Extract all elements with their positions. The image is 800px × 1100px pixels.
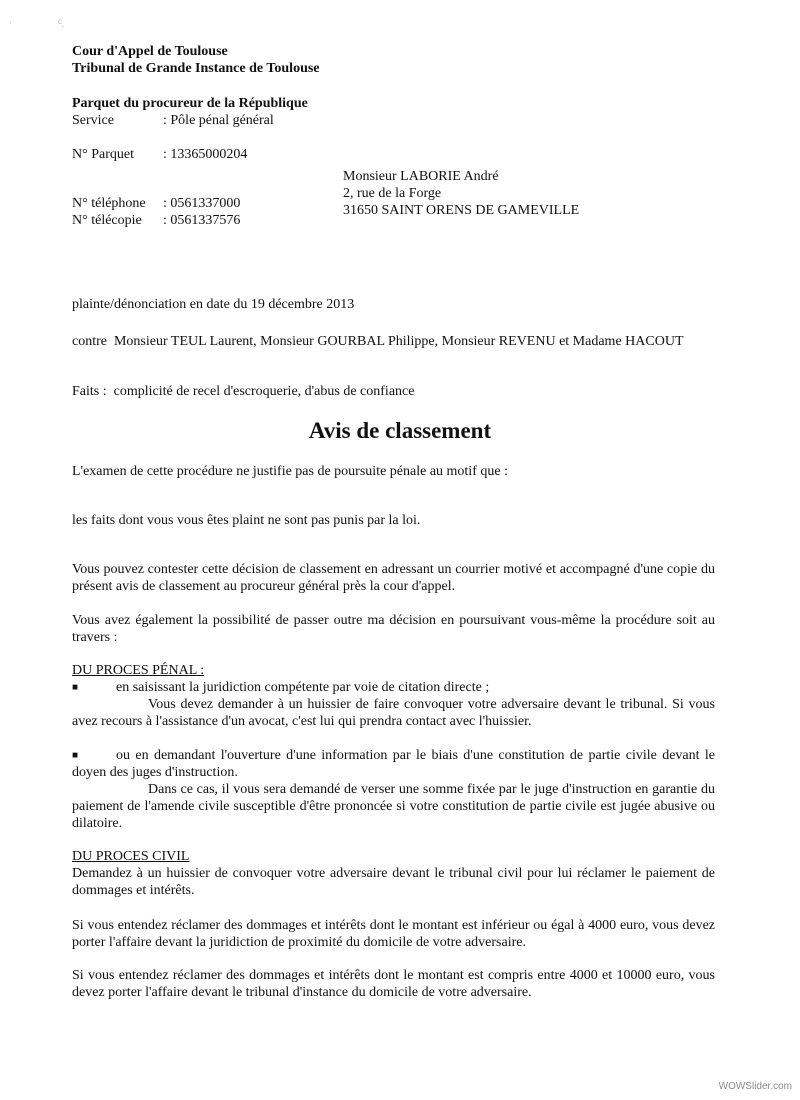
penal-bullet-1-detail: Vous devez demander à un huissier de faire convoquer votre adversaire devant le tribunal. Si vous avez recours à l'assistance d'un avocat, c'est lui qui prendra contact avec l'huissier. xyxy=(72,697,715,729)
service-value: : Pôle pénal général xyxy=(163,113,274,128)
recipient-street: 2, rue de la Forge xyxy=(343,186,442,201)
court-line-1: Cour d'Appel de Toulouse xyxy=(72,44,228,59)
body-paragraph-3: Vous pouvez contester cette décision de classement en adressant un courrier motivé et accompagné d'une copie du présent avis de classement au procureur général près la cour d'appel. xyxy=(72,562,715,594)
scan-speck: ' xyxy=(10,20,12,30)
recipient-name: Monsieur LABORIE André xyxy=(343,169,499,184)
penal-section-heading: DU PROCES PÉNAL : xyxy=(72,663,205,678)
watermark: WOWSlider.com xyxy=(718,1081,792,1092)
court-line-2: Tribunal de Grande Instance de Toulouse xyxy=(72,61,320,76)
penal-bullet-2-detail: Dans ce cas, il vous sera demandé de verser une somme fixée par le juge d'instruction en garantie du paiement de l'amende civile susceptible d'être prononcée si votre constitution de partie civile est jugée abusive ou dilatoire. xyxy=(72,782,715,831)
scan-speck: ' xyxy=(62,24,64,34)
parquet-number-value: : 13365000204 xyxy=(163,147,248,162)
parquet-block xyxy=(72,95,308,129)
recipient-address xyxy=(343,168,579,219)
court-header xyxy=(72,43,320,77)
fax-label: N° télécopie xyxy=(72,213,142,228)
penal-bullet-1-text: en saisissant la juridiction compétente par voie de citation directe ; xyxy=(116,680,490,695)
complaint-date: plainte/dénonciation en date du 19 décembre 2013 xyxy=(72,297,355,312)
bullet-icon: ■ xyxy=(72,750,79,761)
body-paragraph-1: L'examen de cette procédure ne justifie pas de poursuite pénale au motif que : xyxy=(72,464,508,479)
civil-section-heading: DU PROCES CIVIL xyxy=(72,849,190,864)
bullet-icon: ■ xyxy=(72,682,79,693)
service-label: Service xyxy=(72,113,114,128)
body-paragraph-4: Vous avez également la possibilité de passer outre ma décision en poursuivant vous-même la procédure soit au travers : xyxy=(72,613,715,645)
fax-value: : 0561337576 xyxy=(163,213,241,228)
document-title: Avis de classement xyxy=(308,418,492,443)
scan-speck: c xyxy=(58,16,62,26)
contact-block xyxy=(72,195,240,229)
fax-row xyxy=(72,212,240,229)
civil-paragraph-3: Si vous entendez réclamer des dommages et intérêts dont le montant est compris entre 4000 et 10000 euro, vous devez porter l'affaire devant le tribunal d'instance du domicile de votre adversaire. xyxy=(72,968,715,1000)
civil-paragraph-1: Demandez à un huissier de convoquer votre adversaire devant le tribunal civil pour lui réclamer le paiement de dommages et intérêts. xyxy=(72,866,715,898)
case-against: contre Monsieur TEUL Laurent, Monsieur GOURBAL Philippe, Monsieur REVENU et Madame HACOUT xyxy=(72,334,684,349)
telephone-row xyxy=(72,195,240,212)
body-paragraph-2: les faits dont vous vous êtes plaint ne sont pas punis par la loi. xyxy=(72,513,421,528)
penal-bullet-2-text: ou en demandant l'ouverture d'une information par le biais d'une constitution de partie civile devant le doyen des juges d'instruction. xyxy=(72,748,715,780)
recipient-city: 31650 SAINT ORENS DE GAMEVILLE xyxy=(343,203,580,218)
civil-paragraph-2: Si vous entendez réclamer des dommages et intérêts dont le montant est inférieur ou égal à 4000 euro, vous devez porter l'affaire devant la juridiction de proximité du domicile de votre adversaire. xyxy=(72,918,715,950)
parquet-title: Parquet du procureur de la République xyxy=(72,96,308,111)
case-facts: Faits : complicité de recel d'escroquerie, d'abus de confiance xyxy=(72,384,415,399)
service-row xyxy=(72,112,308,129)
parquet-number-row xyxy=(72,146,247,163)
penal-bullet-1 xyxy=(72,679,715,696)
telephone-label: N° téléphone xyxy=(72,196,146,211)
penal-bullet-2 xyxy=(72,747,715,781)
telephone-value: : 0561337000 xyxy=(163,196,241,211)
parquet-number-label: N° Parquet xyxy=(72,147,134,162)
